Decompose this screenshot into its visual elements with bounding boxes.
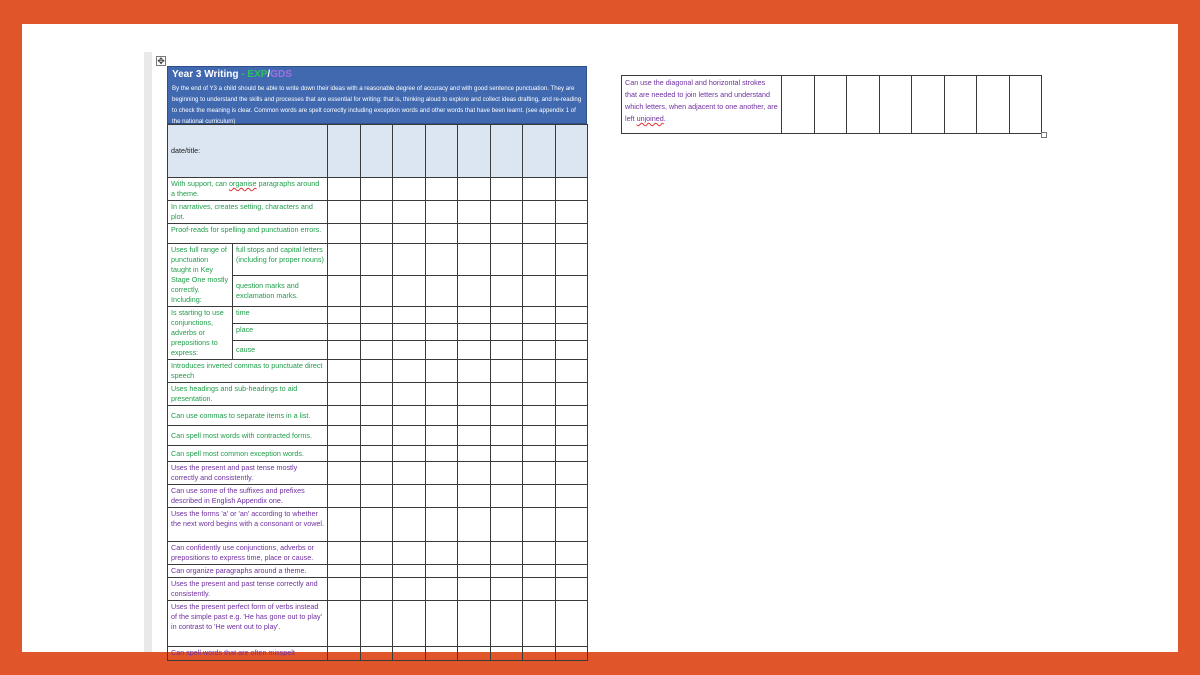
tick-cell[interactable] bbox=[328, 508, 361, 542]
tick-cell[interactable] bbox=[328, 485, 361, 508]
tick-cell[interactable] bbox=[360, 406, 393, 426]
tick-cell[interactable] bbox=[523, 542, 556, 565]
tick-cell[interactable] bbox=[328, 340, 361, 359]
tick-cell[interactable] bbox=[458, 406, 491, 426]
tick-cell[interactable] bbox=[490, 508, 523, 542]
criterion-text: Introduces inverted commas to punctuate direct speech bbox=[168, 360, 328, 383]
criterion-text: Can use the diagonal and horizontal strokes that are needed to join letters and understand which letters, when adjacent to one another, are left unjoined. bbox=[622, 76, 782, 134]
tick-cell[interactable] bbox=[490, 201, 523, 224]
tick-cell[interactable] bbox=[555, 647, 588, 661]
document-title bbox=[172, 69, 582, 81]
tick-cell[interactable] bbox=[458, 178, 491, 201]
tick-cell[interactable] bbox=[458, 224, 491, 244]
tick-cell[interactable] bbox=[458, 508, 491, 542]
table-row bbox=[168, 601, 588, 647]
tick-cell[interactable] bbox=[555, 224, 588, 244]
tick-cell[interactable] bbox=[1009, 76, 1042, 134]
table-move-handle-icon[interactable]: ✥ bbox=[157, 56, 165, 66]
tick-cell[interactable] bbox=[458, 542, 491, 565]
tick-cell[interactable] bbox=[555, 578, 588, 601]
tick-cell[interactable] bbox=[425, 340, 458, 359]
tick-cell[interactable] bbox=[393, 178, 426, 201]
tick-cell[interactable] bbox=[555, 383, 588, 406]
tick-cell[interactable] bbox=[425, 542, 458, 565]
tick-cell[interactable] bbox=[523, 340, 556, 359]
table-row bbox=[622, 76, 1042, 134]
title-text: Year 3 Writing bbox=[172, 69, 239, 80]
tick-cell[interactable] bbox=[393, 340, 426, 359]
tick-cell[interactable] bbox=[425, 446, 458, 462]
tick-cell[interactable] bbox=[425, 323, 458, 340]
left-page-margin bbox=[144, 52, 152, 652]
tick-cell[interactable] bbox=[458, 565, 491, 578]
tick-cell[interactable] bbox=[555, 508, 588, 542]
table-row bbox=[168, 565, 588, 578]
tick-cell[interactable] bbox=[393, 601, 426, 647]
date-cell[interactable] bbox=[458, 125, 491, 178]
tick-cell[interactable] bbox=[555, 542, 588, 565]
continuation-table bbox=[621, 75, 1042, 134]
tick-cell[interactable] bbox=[425, 383, 458, 406]
date-cell[interactable] bbox=[523, 125, 556, 178]
tick-cell[interactable] bbox=[879, 76, 912, 134]
date-cell[interactable] bbox=[360, 125, 393, 178]
tick-cell[interactable] bbox=[490, 446, 523, 462]
table-row bbox=[168, 485, 588, 508]
tick-cell[interactable] bbox=[360, 485, 393, 508]
tick-cell[interactable] bbox=[360, 360, 393, 383]
tick-cell[interactable] bbox=[425, 307, 458, 324]
sub-criterion-text: question marks and exclamation marks. bbox=[233, 275, 328, 307]
tick-cell[interactable] bbox=[490, 462, 523, 485]
tick-cell[interactable] bbox=[360, 307, 393, 324]
tick-cell[interactable] bbox=[425, 224, 458, 244]
tick-cell[interactable] bbox=[425, 244, 458, 276]
tick-cell[interactable] bbox=[360, 508, 393, 542]
tick-cell[interactable] bbox=[490, 224, 523, 244]
table-row bbox=[168, 647, 588, 661]
tick-cell[interactable] bbox=[425, 508, 458, 542]
tick-cell[interactable] bbox=[490, 406, 523, 426]
tick-cell[interactable] bbox=[425, 601, 458, 647]
tick-cell[interactable] bbox=[977, 76, 1010, 134]
tick-cell[interactable] bbox=[328, 178, 361, 201]
tick-cell[interactable] bbox=[523, 578, 556, 601]
tick-cell[interactable] bbox=[490, 542, 523, 565]
criterion-text: Can spell words that are often misspelt bbox=[168, 647, 328, 661]
tick-cell[interactable] bbox=[944, 76, 977, 134]
tick-cell[interactable] bbox=[555, 323, 588, 340]
tick-cell[interactable] bbox=[393, 307, 426, 324]
tick-cell[interactable] bbox=[328, 224, 361, 244]
tick-cell[interactable] bbox=[360, 565, 393, 578]
date-cell[interactable] bbox=[490, 125, 523, 178]
tick-cell[interactable] bbox=[912, 76, 945, 134]
tick-cell[interactable] bbox=[490, 323, 523, 340]
tick-cell[interactable] bbox=[458, 601, 491, 647]
tick-cell[interactable] bbox=[328, 426, 361, 446]
tick-cell[interactable] bbox=[523, 462, 556, 485]
tick-cell[interactable] bbox=[328, 406, 361, 426]
tick-cell[interactable] bbox=[458, 578, 491, 601]
tick-cell[interactable] bbox=[360, 178, 393, 201]
tick-cell[interactable] bbox=[360, 601, 393, 647]
tick-cell[interactable] bbox=[490, 244, 523, 276]
tick-cell[interactable] bbox=[458, 307, 491, 324]
tick-cell[interactable] bbox=[523, 201, 556, 224]
tick-cell[interactable] bbox=[393, 485, 426, 508]
tick-cell[interactable] bbox=[328, 647, 361, 661]
tick-cell[interactable] bbox=[393, 542, 426, 565]
tick-cell[interactable] bbox=[490, 178, 523, 201]
tick-cell[interactable] bbox=[458, 426, 491, 446]
tick-cell[interactable] bbox=[523, 601, 556, 647]
tick-cell[interactable] bbox=[490, 275, 523, 307]
tick-cell[interactable] bbox=[328, 446, 361, 462]
criterion-text: Can confidently use conjunctions, adverbs or prepositions to express time, place or cause. bbox=[168, 542, 328, 565]
criterion-text: Can spell most common exception words. bbox=[168, 446, 328, 462]
criterion-text: In narratives, creates setting, characters and plot. bbox=[168, 201, 328, 224]
table-row bbox=[168, 178, 588, 201]
title-gds: GDS bbox=[270, 69, 292, 80]
table-row bbox=[168, 508, 588, 542]
table-row bbox=[168, 244, 588, 276]
sub-criterion-text: time bbox=[233, 307, 328, 324]
tick-cell[interactable] bbox=[328, 542, 361, 565]
tick-cell[interactable] bbox=[555, 462, 588, 485]
tick-cell[interactable] bbox=[328, 275, 361, 307]
tick-cell[interactable] bbox=[360, 578, 393, 601]
tick-cell[interactable] bbox=[425, 201, 458, 224]
tick-cell[interactable] bbox=[458, 462, 491, 485]
title-slash: / bbox=[267, 69, 271, 80]
assessment-table bbox=[167, 124, 588, 661]
tick-cell[interactable] bbox=[847, 76, 880, 134]
page-right bbox=[606, 52, 1066, 652]
tick-cell[interactable] bbox=[425, 178, 458, 201]
tick-cell[interactable] bbox=[425, 406, 458, 426]
tick-cell[interactable] bbox=[360, 446, 393, 462]
tick-cell[interactable] bbox=[555, 565, 588, 578]
tick-cell[interactable] bbox=[523, 383, 556, 406]
criterion-text: Can use some of the suffixes and prefixes described in English Appendix one. bbox=[168, 485, 328, 508]
criterion-text: Uses the present and past tense correctly and consistently. bbox=[168, 578, 328, 601]
tick-cell[interactable] bbox=[458, 485, 491, 508]
tick-cell[interactable] bbox=[523, 446, 556, 462]
tick-cell[interactable] bbox=[458, 446, 491, 462]
criterion-text: With support, can organise paragraphs around a theme. bbox=[168, 178, 328, 201]
tick-cell[interactable] bbox=[360, 383, 393, 406]
tick-cell[interactable] bbox=[555, 178, 588, 201]
tick-cell[interactable] bbox=[490, 340, 523, 359]
tick-cell[interactable] bbox=[523, 360, 556, 383]
tick-cell[interactable] bbox=[458, 244, 491, 276]
tick-cell[interactable] bbox=[393, 275, 426, 307]
tick-cell[interactable] bbox=[523, 275, 556, 307]
table-row bbox=[168, 406, 588, 426]
tick-cell[interactable] bbox=[328, 578, 361, 601]
tick-cell[interactable] bbox=[490, 360, 523, 383]
tick-cell[interactable] bbox=[360, 340, 393, 359]
tick-cell[interactable] bbox=[328, 360, 361, 383]
tick-cell[interactable] bbox=[360, 462, 393, 485]
date-cell[interactable] bbox=[425, 125, 458, 178]
criterion-text: Can use commas to separate items in a list. bbox=[168, 406, 328, 426]
tick-cell[interactable] bbox=[458, 275, 491, 307]
tick-cell[interactable] bbox=[328, 201, 361, 224]
tick-cell[interactable] bbox=[490, 383, 523, 406]
document-canvas bbox=[22, 24, 1178, 657]
sub-criterion-text: cause bbox=[233, 340, 328, 359]
table-row bbox=[168, 542, 588, 565]
tick-cell[interactable] bbox=[393, 508, 426, 542]
tick-cell[interactable] bbox=[393, 462, 426, 485]
criterion-text: Uses the forms 'a' or 'an' according to whether the next word begins with a consonant or vowel. bbox=[168, 508, 328, 542]
tick-cell[interactable] bbox=[393, 224, 426, 244]
tick-cell[interactable] bbox=[523, 426, 556, 446]
tick-cell[interactable] bbox=[555, 244, 588, 276]
tick-cell[interactable] bbox=[458, 647, 491, 661]
tick-cell[interactable] bbox=[393, 244, 426, 276]
tick-cell[interactable] bbox=[393, 565, 426, 578]
tick-cell[interactable] bbox=[328, 462, 361, 485]
sub-criterion-text: place bbox=[233, 323, 328, 340]
tick-cell[interactable] bbox=[393, 360, 426, 383]
tick-cell[interactable] bbox=[523, 406, 556, 426]
tick-cell[interactable] bbox=[490, 426, 523, 446]
tick-cell[interactable] bbox=[555, 426, 588, 446]
table-row bbox=[168, 426, 588, 446]
tick-cell[interactable] bbox=[393, 201, 426, 224]
tick-cell[interactable] bbox=[328, 323, 361, 340]
tick-cell[interactable] bbox=[458, 340, 491, 359]
intro-paragraph: By the end of Y3 a child should be able to write down their ideas with a reasonable degree of accuracy and with good sentence punctuation. They are beginning to understand the skills and processes that are essential for writing: that is, thinking aloud to explore and collect ideas drafting, and re-reading to check the meaning is clear. Common words are spelt correctly including exception words and other words that have been learnt. (see appendix 1 of the national curriculum) bbox=[172, 85, 582, 125]
tick-cell[interactable] bbox=[523, 323, 556, 340]
tick-cell[interactable] bbox=[360, 323, 393, 340]
tick-cell[interactable] bbox=[458, 360, 491, 383]
tick-cell[interactable] bbox=[490, 307, 523, 324]
tick-cell[interactable] bbox=[555, 275, 588, 307]
title-separator: - bbox=[238, 69, 248, 80]
tick-cell[interactable] bbox=[555, 360, 588, 383]
tick-cell[interactable] bbox=[393, 406, 426, 426]
table-row bbox=[168, 383, 588, 406]
title-exp: EXP bbox=[247, 69, 268, 80]
tick-cell[interactable] bbox=[555, 446, 588, 462]
tick-cell[interactable] bbox=[393, 426, 426, 446]
tick-cell[interactable] bbox=[360, 275, 393, 307]
table-row bbox=[168, 446, 588, 462]
table-resize-handle[interactable] bbox=[1041, 132, 1047, 138]
table-row bbox=[168, 224, 588, 244]
tick-cell[interactable] bbox=[523, 647, 556, 661]
tick-cell[interactable] bbox=[458, 323, 491, 340]
tick-cell[interactable] bbox=[555, 406, 588, 426]
tick-cell[interactable] bbox=[425, 578, 458, 601]
tick-cell[interactable] bbox=[555, 340, 588, 359]
tick-cell[interactable] bbox=[328, 244, 361, 276]
tick-cell[interactable] bbox=[360, 647, 393, 661]
tick-cell[interactable] bbox=[425, 360, 458, 383]
tick-cell[interactable] bbox=[425, 426, 458, 446]
tick-cell[interactable] bbox=[393, 323, 426, 340]
tick-cell[interactable] bbox=[523, 485, 556, 508]
tick-cell[interactable] bbox=[328, 383, 361, 406]
tick-cell[interactable] bbox=[360, 542, 393, 565]
date-title-label: date/title: bbox=[168, 125, 328, 178]
tick-cell[interactable] bbox=[393, 446, 426, 462]
table-row bbox=[168, 201, 588, 224]
tick-cell[interactable] bbox=[555, 485, 588, 508]
criterion-text: Uses headings and sub-headings to aid presentation. bbox=[168, 383, 328, 406]
sub-criterion-text: full stops and capital letters (including for proper nouns) bbox=[233, 244, 328, 276]
criterion-text: Uses the present and past tense mostly correctly and consistently. bbox=[168, 462, 328, 485]
tick-cell[interactable] bbox=[425, 647, 458, 661]
tick-cell[interactable] bbox=[360, 426, 393, 446]
tick-cell[interactable] bbox=[555, 201, 588, 224]
tick-cell[interactable] bbox=[360, 224, 393, 244]
criterion-text: Is starting to use conjunctions, adverbs or prepositions to express: bbox=[168, 307, 233, 360]
tick-cell[interactable] bbox=[523, 565, 556, 578]
tick-cell[interactable] bbox=[523, 178, 556, 201]
tick-cell[interactable] bbox=[523, 508, 556, 542]
tick-cell[interactable] bbox=[458, 201, 491, 224]
tick-cell[interactable] bbox=[555, 307, 588, 324]
tick-cell[interactable] bbox=[360, 201, 393, 224]
tick-cell[interactable] bbox=[328, 565, 361, 578]
criterion-text: Uses the present perfect form of verbs instead of the simple past e.g. 'He has gone out to play' in contrast to 'He went out to play'. bbox=[168, 601, 328, 647]
tick-cell[interactable] bbox=[328, 601, 361, 647]
table-row bbox=[168, 360, 588, 383]
table-row bbox=[168, 462, 588, 485]
tick-cell[interactable] bbox=[458, 383, 491, 406]
criterion-text: Can spell most words with contracted forms. bbox=[168, 426, 328, 446]
tick-cell[interactable] bbox=[425, 275, 458, 307]
tick-cell[interactable] bbox=[360, 244, 393, 276]
tick-cell[interactable] bbox=[490, 565, 523, 578]
table-row bbox=[168, 578, 588, 601]
criterion-text: Proof-reads for spelling and punctuation errors. bbox=[168, 224, 328, 244]
tick-cell[interactable] bbox=[393, 578, 426, 601]
tick-cell[interactable] bbox=[555, 601, 588, 647]
tick-cell[interactable] bbox=[490, 601, 523, 647]
tick-cell[interactable] bbox=[425, 565, 458, 578]
tick-cell[interactable] bbox=[425, 462, 458, 485]
tick-cell[interactable] bbox=[814, 76, 847, 134]
tick-cell[interactable] bbox=[328, 307, 361, 324]
criterion-text: Uses full range of punctuation taught in Key Stage One mostly correctly. Including: bbox=[168, 244, 233, 307]
tick-cell[interactable] bbox=[393, 383, 426, 406]
criterion-text: Can organize paragraphs around a theme. bbox=[168, 565, 328, 578]
tick-cell[interactable] bbox=[523, 224, 556, 244]
tick-cell[interactable] bbox=[523, 244, 556, 276]
tick-cell[interactable] bbox=[393, 647, 426, 661]
tick-cell[interactable] bbox=[490, 647, 523, 661]
tick-cell[interactable] bbox=[782, 76, 815, 134]
tick-cell[interactable] bbox=[490, 485, 523, 508]
date-row bbox=[168, 125, 588, 178]
date-cell[interactable] bbox=[393, 125, 426, 178]
date-cell[interactable] bbox=[555, 125, 588, 178]
tick-cell[interactable] bbox=[490, 578, 523, 601]
date-cell[interactable] bbox=[328, 125, 361, 178]
table-row bbox=[168, 307, 588, 324]
table-header-block bbox=[167, 66, 587, 124]
tick-cell[interactable] bbox=[425, 485, 458, 508]
tick-cell[interactable] bbox=[523, 307, 556, 324]
